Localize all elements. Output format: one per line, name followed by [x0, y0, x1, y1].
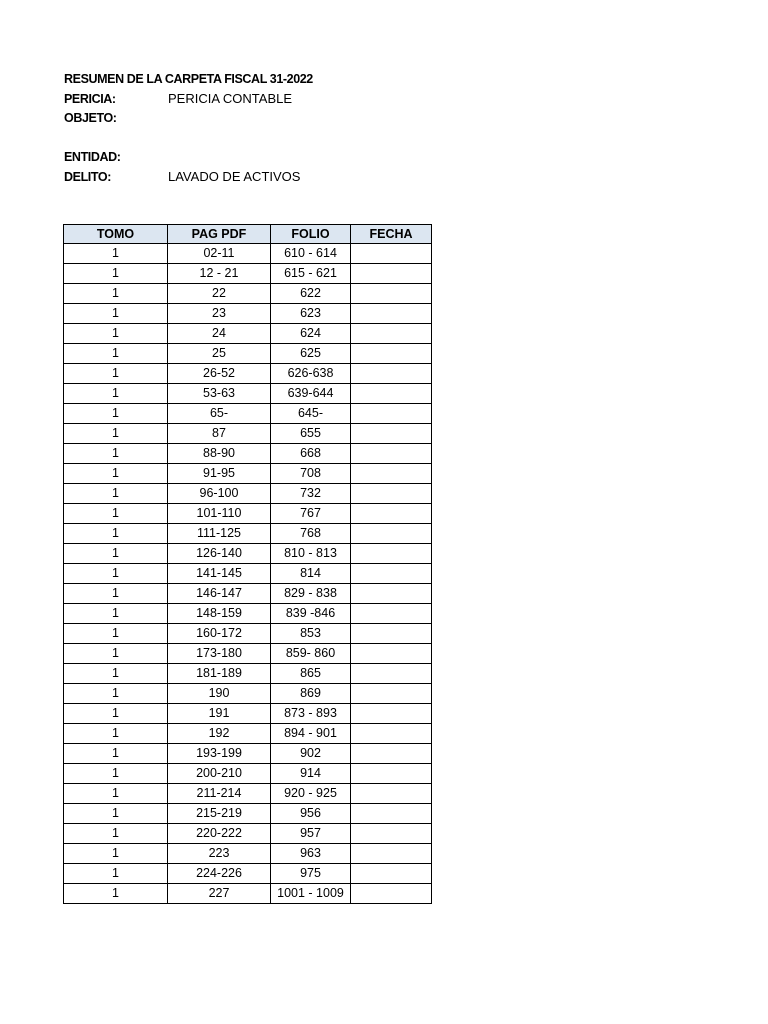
cell-pag-pdf: 181-189: [168, 664, 271, 684]
table-row: [64, 624, 432, 644]
cell-fecha: [351, 344, 432, 364]
pericia-label: PERICIA:: [64, 92, 116, 106]
cell-fecha: [351, 464, 432, 484]
cell-folio: 810 - 813: [271, 544, 351, 564]
cell-pag-pdf: 211-214: [168, 784, 271, 804]
cell-fecha: [351, 444, 432, 464]
table-row: [64, 264, 432, 284]
cell-pag-pdf: 24: [168, 324, 271, 344]
cell-folio: 610 - 614: [271, 244, 351, 264]
cell-pag-pdf: 191: [168, 704, 271, 724]
cell-fecha: [351, 764, 432, 784]
cell-tomo: 1: [64, 264, 168, 284]
cell-fecha: [351, 564, 432, 584]
document-title: RESUMEN DE LA CARPETA FISCAL 31-2022: [64, 72, 313, 86]
cell-folio: 626-638: [271, 364, 351, 384]
cell-pag-pdf: 25: [168, 344, 271, 364]
cell-folio: 865: [271, 664, 351, 684]
cell-fecha: [351, 684, 432, 704]
cell-pag-pdf: 26-52: [168, 364, 271, 384]
entidad-label: ENTIDAD:: [64, 150, 121, 164]
cell-pag-pdf: 215-219: [168, 804, 271, 824]
column-header-pag-pdf: PAG PDF: [168, 225, 271, 244]
cell-tomo: 1: [64, 544, 168, 564]
table-row: [64, 664, 432, 684]
cell-tomo: 1: [64, 504, 168, 524]
summary-table: [63, 224, 432, 904]
cell-fecha: [351, 604, 432, 624]
cell-tomo: 1: [64, 344, 168, 364]
cell-folio: 708: [271, 464, 351, 484]
table-row: [64, 644, 432, 664]
column-header-folio: FOLIO: [271, 225, 351, 244]
cell-folio: 956: [271, 804, 351, 824]
table-row: [64, 764, 432, 784]
cell-tomo: 1: [64, 244, 168, 264]
pericia-value: PERICIA CONTABLE: [168, 91, 293, 106]
cell-pag-pdf: 220-222: [168, 824, 271, 844]
cell-folio: 767: [271, 504, 351, 524]
cell-tomo: 1: [64, 884, 168, 904]
cell-folio: 623: [271, 304, 351, 324]
cell-folio: 645-: [271, 404, 351, 424]
cell-tomo: 1: [64, 604, 168, 624]
cell-fecha: [351, 304, 432, 324]
cell-folio: 639-644: [271, 384, 351, 404]
cell-tomo: 1: [64, 864, 168, 884]
column-header-tomo: TOMO: [64, 225, 168, 244]
cell-fecha: [351, 584, 432, 604]
column-header-fecha: FECHA: [351, 225, 432, 244]
table-row: [64, 384, 432, 404]
cell-folio: 732: [271, 484, 351, 504]
cell-tomo: 1: [64, 584, 168, 604]
cell-folio: 814: [271, 564, 351, 584]
cell-fecha: [351, 384, 432, 404]
cell-fecha: [351, 264, 432, 284]
cell-tomo: 1: [64, 424, 168, 444]
cell-folio: 957: [271, 824, 351, 844]
cell-folio: 869: [271, 684, 351, 704]
cell-tomo: 1: [64, 804, 168, 824]
cell-folio: 839 -846: [271, 604, 351, 624]
cell-tomo: 1: [64, 364, 168, 384]
cell-pag-pdf: 111-125: [168, 524, 271, 544]
cell-folio: 920 - 925: [271, 784, 351, 804]
cell-folio: 859- 860: [271, 644, 351, 664]
cell-tomo: 1: [64, 324, 168, 344]
table-row: [64, 884, 432, 904]
table-row: [64, 844, 432, 864]
cell-pag-pdf: 227: [168, 884, 271, 904]
table-row: [64, 824, 432, 844]
cell-tomo: 1: [64, 764, 168, 784]
cell-fecha: [351, 544, 432, 564]
cell-fecha: [351, 704, 432, 724]
cell-pag-pdf: 65-: [168, 404, 271, 424]
cell-folio: 975: [271, 864, 351, 884]
cell-pag-pdf: 87: [168, 424, 271, 444]
cell-tomo: 1: [64, 824, 168, 844]
table-row: [64, 544, 432, 564]
cell-pag-pdf: 22: [168, 284, 271, 304]
table-row: [64, 424, 432, 444]
cell-fecha: [351, 624, 432, 644]
table-row: [64, 504, 432, 524]
cell-tomo: 1: [64, 784, 168, 804]
cell-folio: 625: [271, 344, 351, 364]
cell-folio: 963: [271, 844, 351, 864]
table-row: [64, 684, 432, 704]
cell-pag-pdf: 101-110: [168, 504, 271, 524]
table-row: [64, 704, 432, 724]
cell-folio: 615 - 621: [271, 264, 351, 284]
cell-fecha: [351, 844, 432, 864]
cell-folio: 768: [271, 524, 351, 544]
cell-pag-pdf: 23: [168, 304, 271, 324]
cell-tomo: 1: [64, 644, 168, 664]
cell-pag-pdf: 224-226: [168, 864, 271, 884]
cell-tomo: 1: [64, 464, 168, 484]
table-row: [64, 584, 432, 604]
delito-value: LAVADO DE ACTIVOS: [168, 169, 301, 184]
cell-fecha: [351, 324, 432, 344]
cell-pag-pdf: 141-145: [168, 564, 271, 584]
table-row: [64, 524, 432, 544]
cell-pag-pdf: 02-11: [168, 244, 271, 264]
cell-tomo: 1: [64, 564, 168, 584]
table-row: [64, 604, 432, 624]
cell-fecha: [351, 664, 432, 684]
table-body: [64, 244, 432, 904]
table-row: [64, 304, 432, 324]
cell-fecha: [351, 884, 432, 904]
table-row: [64, 744, 432, 764]
table-header-row: [64, 225, 432, 244]
delito-label: DELITO:: [64, 170, 111, 184]
cell-tomo: 1: [64, 524, 168, 544]
cell-pag-pdf: 192: [168, 724, 271, 744]
cell-pag-pdf: 53-63: [168, 384, 271, 404]
table-row: [64, 724, 432, 744]
cell-pag-pdf: 160-172: [168, 624, 271, 644]
table-row: [64, 244, 432, 264]
table-row: [64, 344, 432, 364]
table-row: [64, 564, 432, 584]
cell-fecha: [351, 284, 432, 304]
cell-pag-pdf: 96-100: [168, 484, 271, 504]
cell-fecha: [351, 804, 432, 824]
cell-tomo: 1: [64, 404, 168, 424]
objeto-label: OBJETO:: [64, 111, 117, 125]
cell-fecha: [351, 424, 432, 444]
table-row: [64, 784, 432, 804]
cell-fecha: [351, 524, 432, 544]
cell-tomo: 1: [64, 624, 168, 644]
table-row: [64, 324, 432, 344]
cell-tomo: 1: [64, 284, 168, 304]
cell-pag-pdf: 126-140: [168, 544, 271, 564]
cell-folio: 655: [271, 424, 351, 444]
cell-pag-pdf: 88-90: [168, 444, 271, 464]
cell-fecha: [351, 784, 432, 804]
cell-pag-pdf: 146-147: [168, 584, 271, 604]
cell-fecha: [351, 744, 432, 764]
cell-fecha: [351, 864, 432, 884]
cell-pag-pdf: 200-210: [168, 764, 271, 784]
cell-fecha: [351, 724, 432, 744]
cell-tomo: 1: [64, 484, 168, 504]
table-row: [64, 364, 432, 384]
cell-folio: 668: [271, 444, 351, 464]
table-row: [64, 284, 432, 304]
cell-pag-pdf: 148-159: [168, 604, 271, 624]
table-row: [64, 444, 432, 464]
cell-folio: 853: [271, 624, 351, 644]
cell-fecha: [351, 504, 432, 524]
cell-tomo: 1: [64, 704, 168, 724]
cell-fecha: [351, 364, 432, 384]
table-row: [64, 464, 432, 484]
cell-tomo: 1: [64, 684, 168, 704]
cell-pag-pdf: 91-95: [168, 464, 271, 484]
cell-folio: 829 - 838: [271, 584, 351, 604]
cell-pag-pdf: 223: [168, 844, 271, 864]
cell-tomo: 1: [64, 664, 168, 684]
cell-fecha: [351, 244, 432, 264]
cell-pag-pdf: 190: [168, 684, 271, 704]
cell-folio: 873 - 893: [271, 704, 351, 724]
cell-fecha: [351, 484, 432, 504]
cell-tomo: 1: [64, 844, 168, 864]
table-row: [64, 404, 432, 424]
cell-fecha: [351, 644, 432, 664]
cell-folio: 624: [271, 324, 351, 344]
cell-fecha: [351, 404, 432, 424]
cell-fecha: [351, 824, 432, 844]
cell-pag-pdf: 193-199: [168, 744, 271, 764]
table-row: [64, 864, 432, 884]
cell-pag-pdf: 12 - 21: [168, 264, 271, 284]
cell-folio: 914: [271, 764, 351, 784]
cell-tomo: 1: [64, 304, 168, 324]
cell-tomo: 1: [64, 724, 168, 744]
cell-folio: 894 - 901: [271, 724, 351, 744]
table-row: [64, 484, 432, 504]
cell-folio: 902: [271, 744, 351, 764]
cell-folio: 622: [271, 284, 351, 304]
cell-tomo: 1: [64, 444, 168, 464]
cell-folio: 1001 - 1009: [271, 884, 351, 904]
cell-pag-pdf: 173-180: [168, 644, 271, 664]
cell-tomo: 1: [64, 384, 168, 404]
table-row: [64, 804, 432, 824]
cell-tomo: 1: [64, 744, 168, 764]
